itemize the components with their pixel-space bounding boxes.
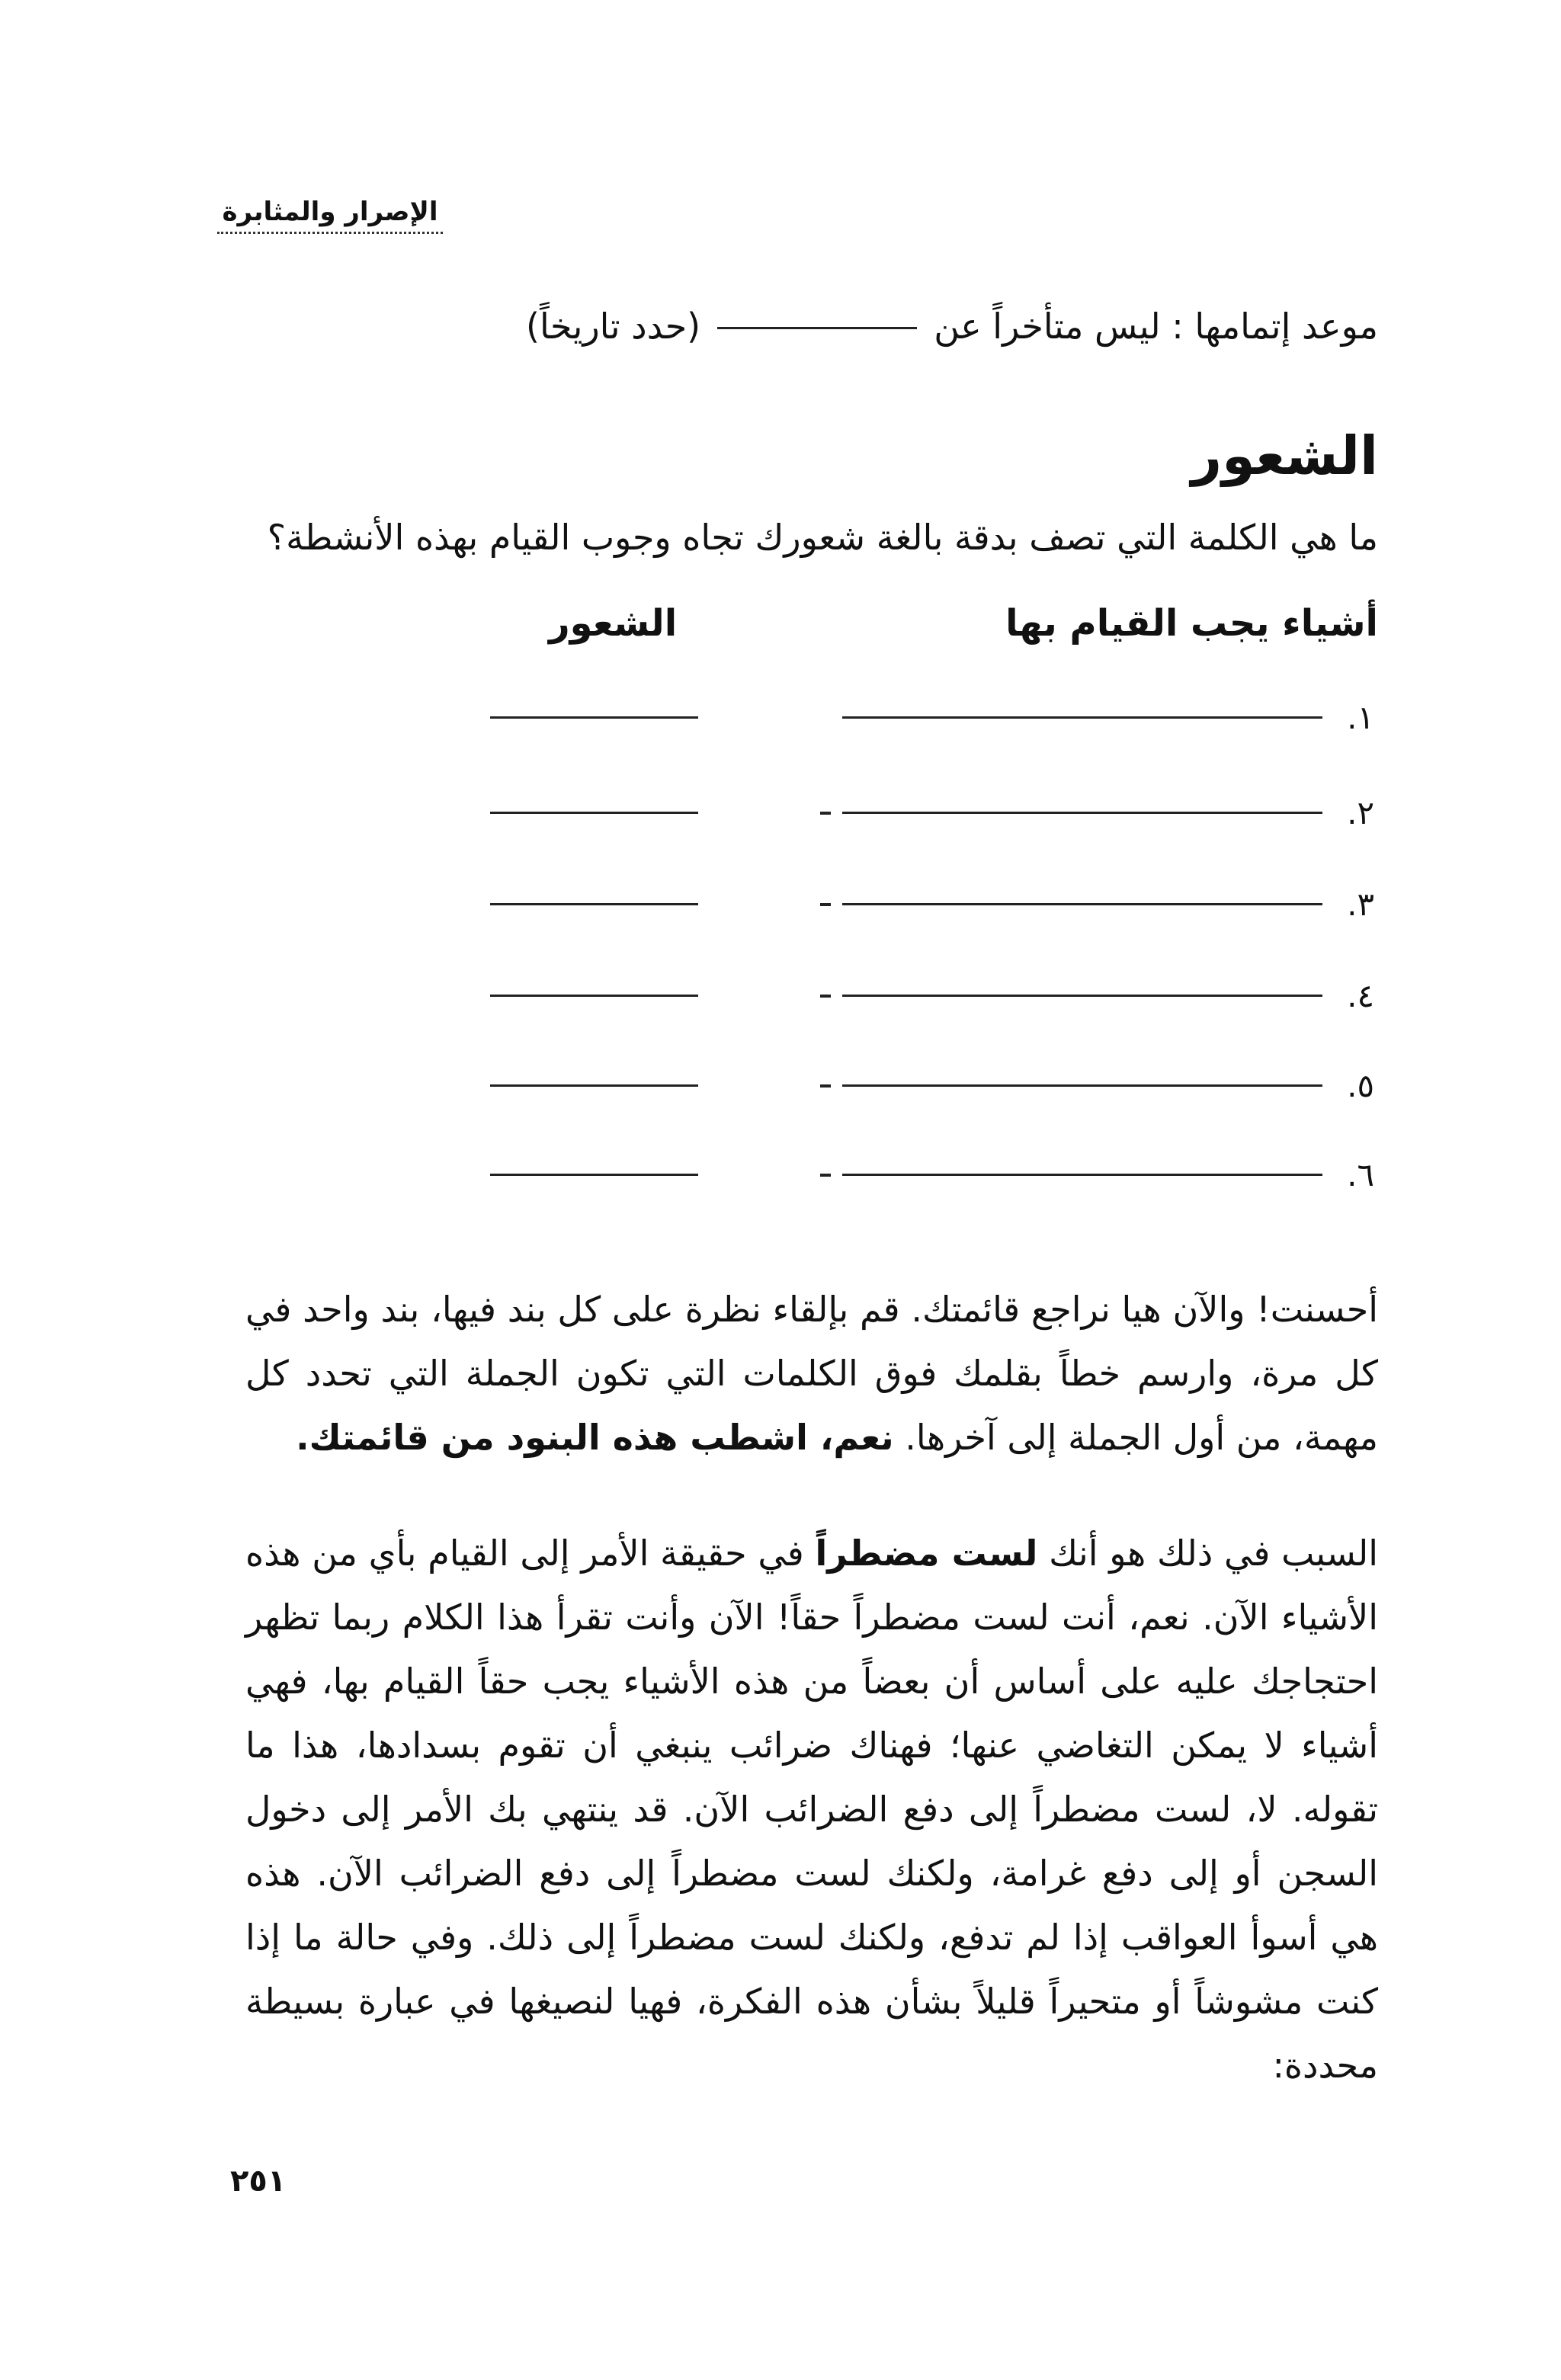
separator-dash <box>820 1084 831 1087</box>
feeling-blank <box>490 716 698 719</box>
activity-blank <box>842 1174 1322 1176</box>
list-item <box>0 1063 1561 1109</box>
paragraph-text: في حقيقة الأمر إلى القيام بأي من هذه الأشياء الآن. نعم، أنت لست مضطراً حقاً! الآن وأنت تقرأ هذا الكلام ربما تظهر احتجاجك عليه على أساس أن بعضاً من هذه الأشياء يجب حقاً القيام بها، فهي أشياء لا يمكن التغاضي عنها؛ فهناك ضرائب ينبغي أن تقوم بسدادها، هذا ما تقوله. لا، لست مضطراً إلى دفع الضرائب الآن. قد ينتهي بك الأمر إلى دخول السجن أو إلى دفع غرامة، ولكنك لست مضطراً إلى دفع الضرائب الآن. هذه هي أسوأ العواقب إذا لم تدفع، ولكنك لست مضطراً إلى ذلك. وفي حالة ما إذا كنت مشوشاً أو متحيراً قليلاً بشأن هذه الفكرة، فهيا لنصيغها في عبارة بسيطة محددة: <box>245 1533 1378 2086</box>
section-title: الشعور <box>1191 424 1378 487</box>
activity-blank <box>842 1084 1322 1087</box>
item-number: ١. <box>1347 699 1374 736</box>
page-number: ٢٥١ <box>230 2164 287 2199</box>
list-item <box>0 1152 1561 1198</box>
question-text: ما هي الكلمة التي تصف بدقة بالغة شعورك تجاه وجوب القيام بهذه الأنشطة؟ <box>267 517 1378 558</box>
item-number: ٢. <box>1347 794 1374 831</box>
activity-blank <box>842 995 1322 997</box>
paragraph-emphasis: لست مضطراً <box>815 1533 1038 1574</box>
list-item <box>0 882 1561 927</box>
separator-dash <box>820 812 831 815</box>
list-item <box>0 973 1561 1019</box>
separator-dash <box>820 995 831 998</box>
deadline-line <box>526 296 1378 357</box>
feeling-blank <box>490 1174 698 1176</box>
deadline-blank <box>717 327 917 329</box>
activity-blank <box>842 716 1322 719</box>
activity-blank <box>842 903 1322 905</box>
deadline-label: موعد إتمامها : ليس متأخراً عن <box>934 306 1378 347</box>
column-header-activities: أشياء يجب القيام بها <box>1005 602 1378 645</box>
item-number: ٣. <box>1347 886 1374 923</box>
separator-dash <box>820 903 831 906</box>
separator-dash <box>820 1174 831 1177</box>
running-header: الإصرار والمثابرة <box>222 197 438 227</box>
header-rule <box>217 232 443 234</box>
explanation-paragraph <box>245 1521 1378 2097</box>
list-item <box>0 790 1561 836</box>
column-header-feeling: الشعور <box>549 602 678 645</box>
item-number: ٤. <box>1347 977 1374 1014</box>
feeling-blank <box>490 1084 698 1087</box>
paragraph-text: السبب في ذلك هو أنك <box>1049 1533 1379 1574</box>
feeling-blank <box>490 995 698 997</box>
item-number: ٥. <box>1347 1067 1374 1104</box>
paragraph-text: أحسنت! والآن هيا نراجع قائمتك. قم بإلقاء نظرة على كل بند فيها، بند واحد في كل مرة، وارسم خطاً بقلمك فوق الكلمات التي تكون الجملة التي تحدد كل مهمة، من أول الجملة إلى آخرها. <box>245 1289 1378 1458</box>
activity-blank <box>842 812 1322 814</box>
instruction-paragraph <box>245 1277 1378 1469</box>
deadline-hint: (حدد تاريخاً) <box>526 306 701 347</box>
feeling-blank <box>490 903 698 905</box>
feeling-blank <box>490 812 698 814</box>
item-number: ٦. <box>1347 1156 1374 1193</box>
list-item <box>0 695 1561 741</box>
paragraph-emphasis: نعم، اشطب هذه البنود من قائمتك. <box>296 1417 894 1458</box>
